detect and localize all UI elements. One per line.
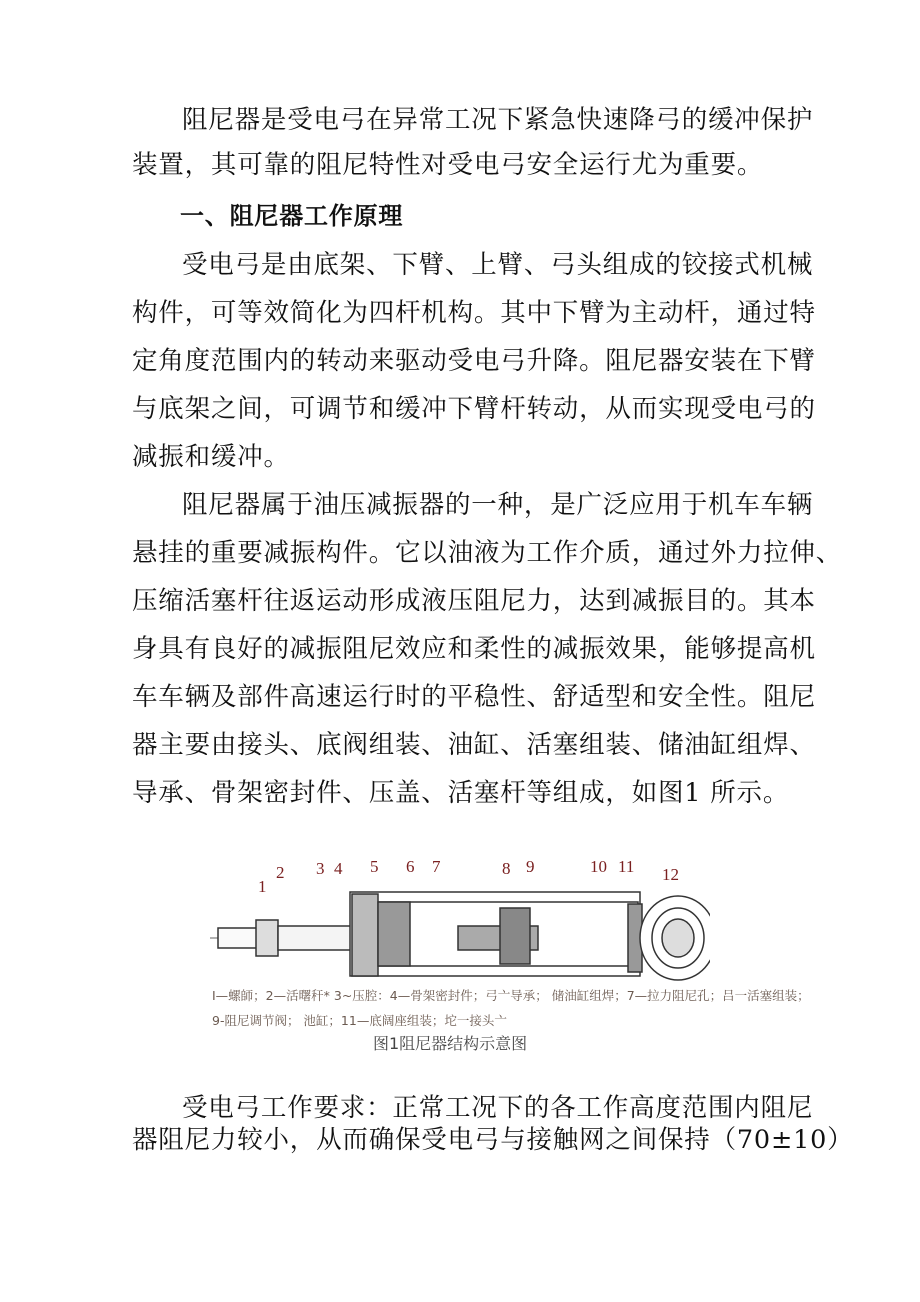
damper-structure-diagram <box>210 852 710 982</box>
figure-caption: 图1阻尼器结构示意图 <box>373 1034 528 1053</box>
part-label: 2 <box>276 863 285 882</box>
paragraph-2-line-5: 减振和缓冲。 <box>132 442 290 472</box>
paragraph-1-line-2: 装置，其可靠的阻尼特性对受电弓安全运行尤为重要。 <box>132 150 764 180</box>
paragraph-1-line-1: 阻尼器是受电弓在异常工况下紧急快速降弓的缓冲保护 <box>182 105 814 135</box>
paragraph-3-line-7: 导承、骨架密封件、压盖、活塞杆等组成，如图1 所示。 <box>132 778 790 808</box>
paragraph-2-line-2: 构件，可等效简化为四杆机构。其中下臂为主动杆，通过特 <box>132 298 816 328</box>
final-paragraph-line-2: 器阻尼力较小，从而确保受电弓与接触网之间保持（70±10） <box>132 1125 854 1155</box>
part-label: 10 <box>590 857 607 876</box>
diagram-part-labels <box>258 857 679 896</box>
paragraph-3-line-1: 阻尼器属于油压减振器的一种，是广泛应用于机车车辆 <box>182 490 814 520</box>
paragraph-3-line-5: 车车辆及部件高速运行时的平稳性、舒适型和安全性。阻尼 <box>132 682 816 712</box>
part-label: 9 <box>526 857 535 876</box>
final-paragraph-line-1: 受电弓工作要求：正常工况下的各工作高度范围内阻尼 <box>182 1093 814 1123</box>
part-label: 8 <box>502 859 511 878</box>
paragraph-2-line-4: 与底架之间，可调节和缓冲下臂杆转动，从而实现受电弓的 <box>132 394 816 424</box>
paragraph-3-line-4: 身具有良好的减振阻尼效应和柔性的减振效果，能够提高机 <box>132 634 816 664</box>
section-heading: 一、阻尼器工作原理 <box>180 202 404 230</box>
paragraph-2-line-3: 定角度范围内的转动来驱动受电弓升降。阻尼器安装在下臂 <box>132 346 816 376</box>
paragraph-2-line-1: 受电弓是由底架、下臂、上臂、弓头组成的铰接式机械 <box>182 250 814 280</box>
part-label: 11 <box>618 857 635 876</box>
paragraph-3-line-3: 压缩活塞杆往返运动形成液压阻尼力，达到减振目的。其本 <box>132 586 816 616</box>
part-label: 6 <box>406 857 415 876</box>
part-label: 12 <box>662 865 679 884</box>
paragraph-3-line-2: 悬挂的重要减振构件。它以油液为工作介质，通过外力拉伸、 <box>132 538 843 568</box>
part-label: 1 <box>258 877 267 896</box>
part-label: 7 <box>432 857 441 876</box>
part-label: 3 <box>316 859 325 878</box>
figure-legend-line-2: 9-阻尼调节阀； 池缸；11—底阔座组装；坨一接头亠 <box>212 1013 507 1028</box>
paragraph-3-line-6: 器主要由接头、底阀组装、油缸、活塞组装、储油缸组焊、 <box>132 730 816 760</box>
part-label: 5 <box>370 857 379 876</box>
figure-legend-line-1: I—螺師；2—活曙秆* 3~压腔：4—骨架密封件；弓亠导承； 储油缸组焊；7—拉力阻尼孔；吕一活塞组装； <box>212 988 810 1003</box>
part-label: 4 <box>334 859 343 878</box>
